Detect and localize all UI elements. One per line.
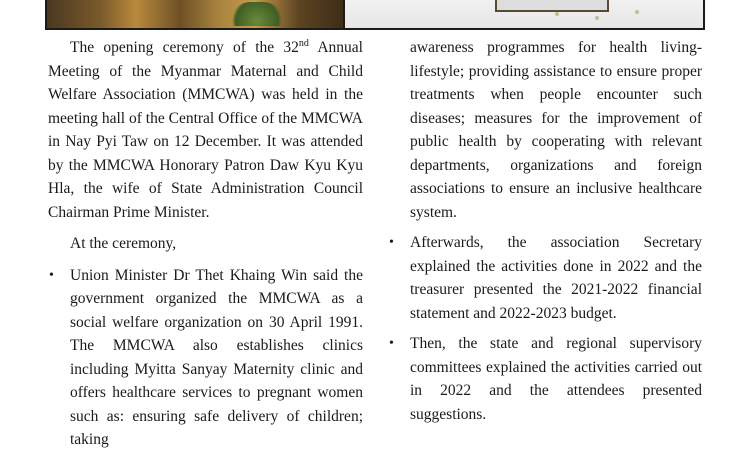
left-column <box>48 36 363 452</box>
list-item <box>389 332 702 426</box>
photo-strip <box>45 0 705 30</box>
right-column <box>389 36 702 426</box>
left-bullet-list <box>49 264 363 452</box>
continuation-paragraph: awareness programmes for health living-lifestyle; providing assistance to ensure proper treatments when people encounter such diseases; measures for the improvement of public health by cooperating with relevant departments, organizations and foreign associations to ensure an inclusive healthcare system. <box>410 39 702 221</box>
right-bullet-list <box>389 231 702 426</box>
at-ceremony-line: At the ceremony, <box>70 235 177 252</box>
bullet-icon: • <box>389 336 394 351</box>
bullet-text: Afterwards, the association Secretary explained the activities done in 2022 and the treasurer presented the 2021-2022 financial statement and 2022-2023 budget. <box>410 234 702 322</box>
list-item <box>49 264 363 452</box>
bullet-text: Then, the state and regional supervisory committees explained the activities carried out in 2022 and the attendees presented suggestions. <box>410 335 702 423</box>
list-item <box>389 231 702 325</box>
ceremony-photo-right <box>345 0 703 28</box>
opening-text-start: The opening ceremony of the 32 <box>70 39 299 56</box>
bullet-icon: • <box>389 235 394 250</box>
opening-text-rest: Annual Meeting of the Myanmar Maternal and Child Welfare Association (MMCWA) was held in the meeting hall of the Central Office of the MMCWA in Nay Pyi Taw on 12 December. It was attended by the MMCWA Honorary Patron Daw Kyu Kyu Hla, the wife of State Administration Council Chairman Prime Minister. <box>48 39 363 221</box>
ceremony-photo-left <box>47 0 343 28</box>
bullet-text: Union Minister Dr Thet Khaing Win said the government organized the MMCWA as a social welfare organization on 30 April 1991. The MMCWA also establishes clinics including Myitta Sanyay Maternity clinic and offers healthcare services to pregnant women such as: ensuring safe delivery of children; taking <box>70 266 363 448</box>
bullet-icon: • <box>49 267 54 283</box>
ordinal-suffix: nd <box>298 37 309 49</box>
opening-paragraph <box>48 36 363 224</box>
